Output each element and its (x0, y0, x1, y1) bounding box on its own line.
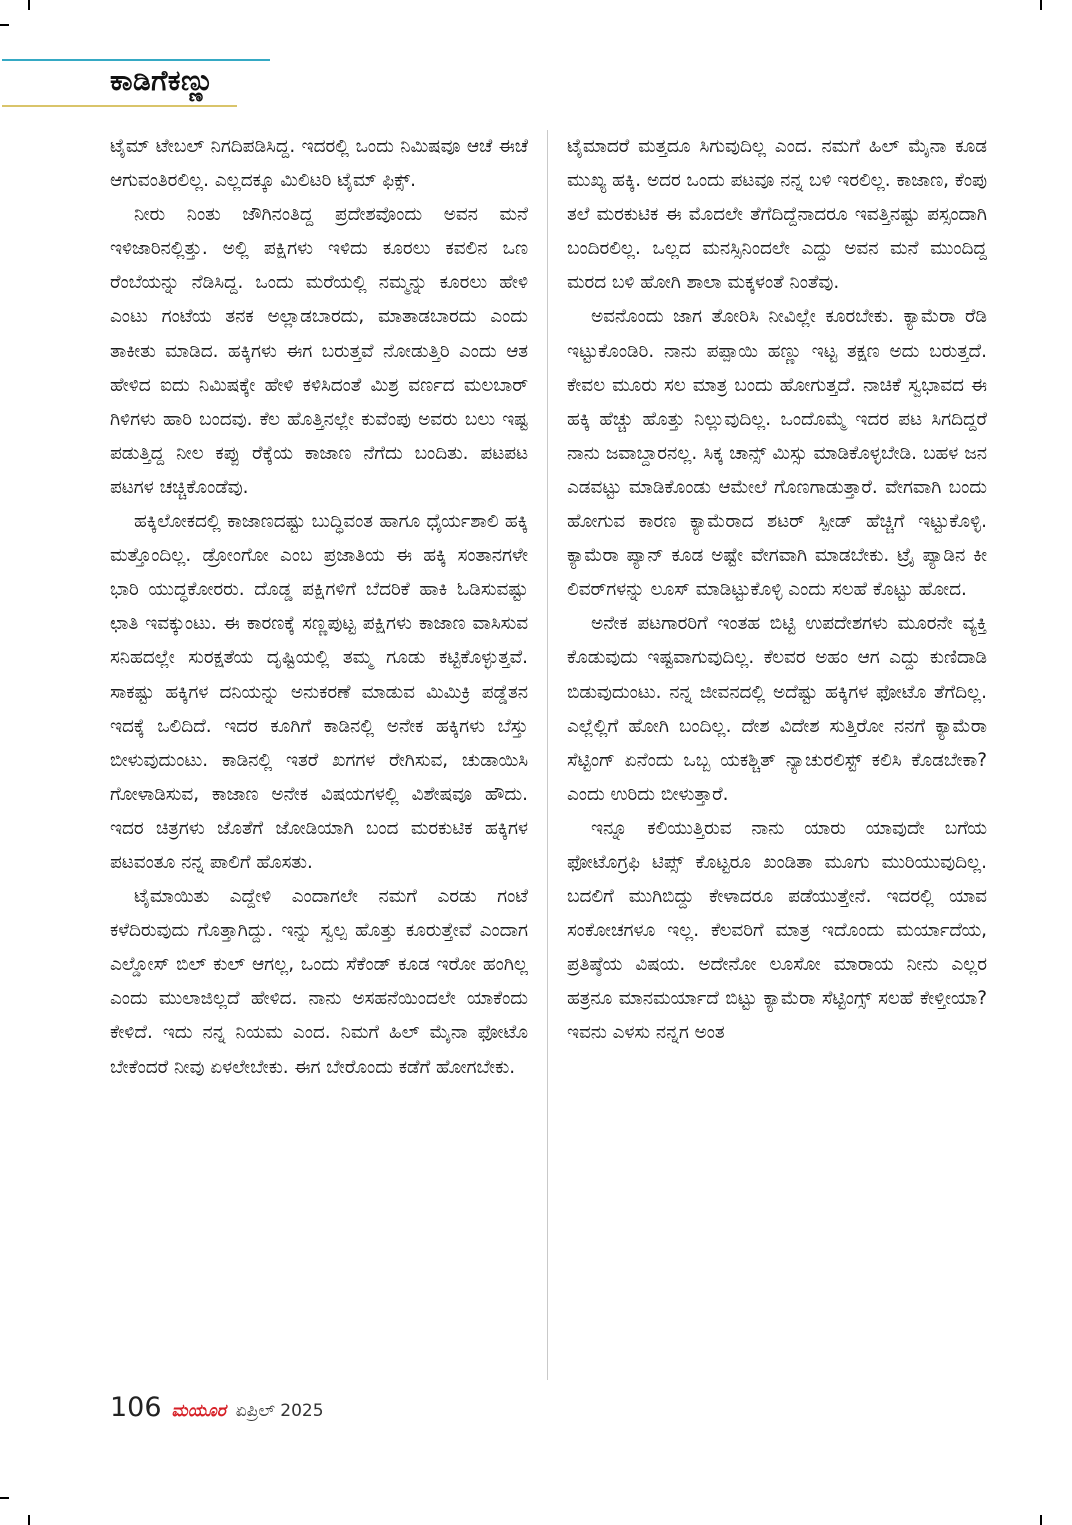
magazine-logo: ಮಯೂರ (171, 1401, 226, 1421)
crop-mark (1040, 0, 1042, 10)
paragraph: ಹಕ್ಕಿಲೋಕದಲ್ಲಿ ಕಾಜಾಣದಷ್ಟು ಬುದ್ಧಿವಂತ ಹಾಗೂ ಧೈರ್ಯಶಾಲಿ ಹಕ್ಕಿ ಮತ್ತೊಂದಿಲ್ಲ. ಡ್ರೋಂಗೋ ಎಂಬ ಪ್ರಜಾತಿಯ ಈ ಹಕ್ಕಿ ಸಂತಾನಗಳೇ ಭಾರಿ ಯುದ್ಧಕೋರರು. ದೊಡ್ಡ ಪಕ್ಷಿಗಳಿಗೆ ಬೆದರಿಕೆ ಹಾಕಿ ಓಡಿಸುವಷ್ಟು ಛಾತಿ ಇವಕ್ಕುಂಟು. ಈ ಕಾರಣಕ್ಕೆ ಸಣ್ಣಪುಟ್ಟ ಪಕ್ಷಿಗಳು ಕಾಜಾಣ ವಾಸಿಸುವ ಸನಿಹದಲ್ಲೇ ಸುರಕ್ಷತೆಯ ದೃಷ್ಟಿಯಲ್ಲಿ ತಮ್ಮ ಗೂಡು ಕಟ್ಟಿಕೊಳ್ಳುತ್ತವೆ. ಸಾಕಷ್ಟು ಹಕ್ಕಿಗಳ ದನಿಯನ್ನು ಅನುಕರಣೆ ಮಾಡುವ ಮಿಮಿಕ್ರಿ ಪಡ್ಡೆತನ ಇದಕ್ಕೆ ಒಲಿದಿದೆ. ಇದರ ಕೂಗಿಗೆ ಕಾಡಿನಲ್ಲಿ ಅನೇಕ ಹಕ್ಕಿಗಳು ಬೆಸ್ತು ಬೀಳುವುದುಂಟು. ಕಾಡಿನಲ್ಲಿ ಇತರೆ ಖಗಗಳ ರೇಗಿಸುವ, ಚುಡಾಯಿಸಿ ಗೋಳಾಡಿಸುವ, ಕಾಜಾಣ ಅನೇಕ ವಿಷಯಗಳಲ್ಲಿ ವಿಶೇಷವೂ ಹೌದು. ಇದರ ಚಿತ್ರಗಳು ಜೊತೆಗೆ ಜೋಡಿಯಾಗಿ ಬಂದ ಮರಕುಟಿಕ ಹಕ್ಕಿಗಳ ಪಟವಂತೂ ನನ್ನ ಪಾಲಿಗೆ ಹೊಸತು. (110, 511, 528, 873)
paragraph: ಅನೇಕ ಪಟಗಾರರಿಗೆ ಇಂತಹ ಬಿಟ್ಟಿ ಉಪದೇಶಗಳು ಮೂರನೇ ವ್ಯಕ್ತಿ ಕೊಡುವುದು ಇಷ್ಟವಾಗುವುದಿಲ್ಲ. ಕೆಲವರ ಅಹಂ ಆಗ ಎದ್ದು ಕುಣಿದಾಡಿ ಬಿಡುವುದುಂಟು. ನನ್ನ ಜೀವನದಲ್ಲಿ ಅದೆಷ್ಟು ಹಕ್ಕಿಗಳ ಫೋಟೊ ತೆಗೆದಿಲ್ಲ. ಎಲ್ಲೆಲ್ಲಿಗೆ ಹೋಗಿ ಬಂದಿಲ್ಲ. ದೇಶ ವಿದೇಶ ಸುತ್ತಿರೋ ನನಗೆ ಕ್ಯಾಮೆರಾ ಸೆಟ್ಟಿಂಗ್ ಏನೆಂದು ಒಬ್ಬ ಯಕಶ್ಚಿತ್ ನ್ಯಾಚುರಲಿಸ್ಟ್ ಕಲಿಸಿ ಕೊಡಬೇಕಾ? ಎಂದು ಉರಿದು ಬೀಳುತ್ತಾರೆ. (567, 613, 987, 805)
header-rule-bottom (2, 105, 237, 107)
header-rule-top (2, 59, 270, 61)
article-column-right (567, 130, 987, 1380)
issue-date: ಏಪ್ರಿಲ್ 2025 (235, 1401, 324, 1421)
crop-mark (0, 24, 9, 26)
paragraph: ಅವನೊಂದು ಜಾಗ ತೋರಿಸಿ ನೀವಿಲ್ಲೇ ಕೂರಬೇಕು. ಕ್ಯಾಮೆರಾ ರೆಡಿ ಇಟ್ಟುಕೊಂಡಿರಿ. ನಾನು ಪಪ್ಪಾಯಿ ಹಣ್ಣು ಇಟ್ಟ ತಕ್ಷಣ ಅದು ಬರುತ್ತದೆ. ಕೇವಲ ಮೂರು ಸಲ ಮಾತ್ರ ಬಂದು ಹೋಗುತ್ತದೆ. ನಾಚಿಕೆ ಸ್ವಭಾವದ ಈ ಹಕ್ಕಿ ಹೆಚ್ಚು ಹೊತ್ತು ನಿಲ್ಲುವುದಿಲ್ಲ. ಒಂದೊಮ್ಮೆ ಇದರ ಪಟ ಸಿಗದಿದ್ದರೆ ನಾನು ಜವಾಬ್ದಾರನಲ್ಲ. ಸಿಕ್ಕ ಚಾನ್ಸ್ ಮಿಸ್ಸು ಮಾಡಿಕೊಳ್ಳಬೇಡಿ. ಬಹಳ ಜನ ಎಡವಟ್ಟು ಮಾಡಿಕೊಂಡು ಆಮೇಲೆ ಗೊಣಗಾಡುತ್ತಾರೆ. ವೇಗವಾಗಿ ಬಂದು ಹೋಗುವ ಕಾರಣ ಕ್ಯಾಮೆರಾದ ಶಟರ್ ಸ್ಪೀಡ್ ಹೆಚ್ಚಿಗೆ ಇಟ್ಟುಕೊಳ್ಳಿ. ಕ್ಯಾಮೆರಾ ಪ್ಯಾನ್ ಕೂಡ ಅಷ್ಟೇ ವೇಗವಾಗಿ ಮಾಡಬೇಕು. ಟ್ರೈ ಪ್ಯಾಡಿನ ಕೀ ಲಿವರ್‌ಗಳನ್ನು ಲೂಸ್ ಮಾಡಿಟ್ಟುಕೊಳ್ಳಿ ಎಂದು ಸಲಹೆ ಕೊಟ್ಟು ಹೋದ. (567, 306, 987, 601)
paragraph: ಇನ್ನೂ ಕಲಿಯುತ್ತಿರುವ ನಾನು ಯಾರು ಯಾವುದೇ ಬಗೆಯ ಫೋಟೊಗ್ರಫಿ ಟಿಪ್ಸ್ ಕೊಟ್ಟರೂ ಖಂಡಿತಾ ಮೂಗು ಮುರಿಯುವುದಿಲ್ಲ. ಬದಲಿಗೆ ಮುಗಿಬಿದ್ದು ಕೇಳಾದರೂ ಪಡೆಯುತ್ತೇನೆ. ಇದರಲ್ಲಿ ಯಾವ ಸಂಕೋಚಗಳೂ ಇಲ್ಲ. ಕೆಲವರಿಗೆ ಮಾತ್ರ ಇದೊಂದು ಮರ್ಯಾದೆಯ, ಪ್ರತಿಷ್ಠೆಯ ವಿಷಯ. ಅದೇನೋ ಲೂಸೋ ಮಾರಾಯ ನೀನು ಎಲ್ಲರ ಹತ್ರನೂ ಮಾನಮರ್ಯಾದೆ ಬಿಟ್ಟು ಕ್ಯಾಮೆರಾ ಸೆಟ್ಟಿಂಗ್ಸ್ ಸಲಹೆ ಕೇಳ್ತೀಯಾ? ಇವನು ಎಳಸು ನನ್ನಗ ಅಂತ (567, 817, 987, 1044)
paragraph: ಟೈಮಾದರೆ ಮತ್ತದೂ ಸಿಗುವುದಿಲ್ಲ ಎಂದ. ನಮಗೆ ಹಿಲ್ ಮೈನಾ ಕೂಡ ಮುಖ್ಯ ಹಕ್ಕಿ. ಅದರ ಒಂದು ಪಟವೂ ನನ್ನ ಬಳಿ ಇರಲಿಲ್ಲ. ಕಾಜಾಣ, ಕೆಂಪು ತಲೆ ಮರಕುಟಿಕ ಈ ಮೊದಲೇ ತೆಗೆದಿದ್ದೆನಾದರೂ ಇವತ್ತಿನಷ್ಟು ಪಸ್ಸಂದಾಗಿ ಬಂದಿರಲಿಲ್ಲ. ಒಲ್ಲದ ಮನಸ್ಸಿನಿಂದಲೇ ಎದ್ದು ಅವನ ಮನೆ ಮುಂದಿದ್ದ ಮರದ ಬಳಿ ಹೋಗಿ ಶಾಲಾ ಮಕ್ಕಳಂತೆ ನಿಂತೆವು. (567, 136, 987, 294)
page-footer (110, 1392, 324, 1432)
crop-mark (0, 1497, 9, 1499)
column-divider (547, 130, 548, 1380)
article-column-left (110, 130, 528, 1380)
page-number: 106 (110, 1392, 162, 1423)
paragraph: ಟೈಮ್ ಟೇಬಲ್ ನಿಗದಿಪಡಿಸಿದ್ದ. ಇದರಲ್ಲಿ ಒಂದು ನಿಮಿಷವೂ ಆಚೆ ಈಚೆ ಆಗುವಂತಿರಲಿಲ್ಲ. ಎಲ್ಲದಕ್ಕೂ ಮಿಲಿಟರಿ ಟೈಮ್ ಫಿಕ್ಸ್. (110, 136, 528, 192)
crop-mark (1040, 1515, 1042, 1525)
section-title: ಕಾಡಿಗೆಕಣ್ಣು (110, 64, 215, 97)
paragraph: ನೀರು ನಿಂತು ಜೌಗಿನಂತಿದ್ದ ಪ್ರದೇಶವೊಂದು ಅವನ ಮನೆ ಇಳಿಜಾರಿನಲ್ಲಿತ್ತು. ಅಲ್ಲಿ ಪಕ್ಷಿಗಳು ಇಳಿದು ಕೂರಲು ಕವಲಿನ ಒಣ ರೆಂಬೆಯನ್ನು ನೆಡಿಸಿದ್ದ. ಒಂದು ಮರೆಯಲ್ಲಿ ನಮ್ಮನ್ನು ಕೂರಲು ಹೇಳಿ ಎಂಟು ಗಂಟೆಯ ತನಕ ಅಲ್ಲಾಡಬಾರದು, ಮಾತಾಡಬಾರದು ಎಂದು ತಾಕೀತು ಮಾಡಿದ. ಹಕ್ಕಿಗಳು ಈಗ ಬರುತ್ತವೆ ನೋಡುತ್ತಿರಿ ಎಂದು ಆತ ಹೇಳಿದ ಐದು ನಿಮಿಷಕ್ಕೇ ಹೇಳಿ ಕಳಿಸಿದಂತೆ ಮಿಶ್ರ ವರ್ಣದ ಮಲಬಾರ್ ಗಿಳಿಗಳು ಹಾರಿ ಬಂದವು. ಕೆಲ ಹೊತ್ತಿನಲ್ಲೇ ಕುವೆಂಪು ಅವರು ಬಲು ಇಷ್ಟ ಪಡುತ್ತಿದ್ದ ನೀಲ ಕಪ್ಪು ರೆಕ್ಕೆಯ ಕಾಜಾಣ ನೆಗೆದು ಬಂದಿತು. ಪಟಪಟ ಪಟಗಳ ಚಚ್ಚಿಕೊಂಡೆವು. (110, 204, 528, 498)
crop-mark (28, 1515, 30, 1525)
crop-mark (28, 0, 30, 10)
paragraph: ಟೈಮಾಯಿತು ಎದ್ದೇಳಿ ಎಂದಾಗಲೇ ನಮಗೆ ಎರಡು ಗಂಟೆ ಕಳೆದಿರುವುದು ಗೊತ್ತಾಗಿದ್ದು. ಇನ್ನು ಸ್ವಲ್ಪ ಹೊತ್ತು ಕೂರುತ್ತೇವೆ ಎಂದಾಗ ಎಲ್ಡೋಸ್ ಬಿಲ್ ಕುಲ್ ಆಗಲ್ಲ, ಒಂದು ಸೆಕೆಂಡ್ ಕೂಡ ಇರೋ ಹಂಗಿಲ್ಲ ಎಂದು ಮುಲಾಜಿಲ್ಲದೆ ಹೇಳಿದ. ನಾನು ಅಸಹನೆಯಿಂದಲೇ ಯಾಕೆಂದು ಕೇಳಿದೆ. ಇದು ನನ್ನ ನಿಯಮ ಎಂದ. ನಿಮಗೆ ಹಿಲ್ ಮೈನಾ ಫೋಟೊ ಬೇಕೆಂದರೆ ನೀವು ಏಳಲೇಬೇಕು. ಈಗ ಬೇರೊಂದು ಕಡೆಗೆ ಹೋಗಬೇಕು. (110, 886, 528, 1078)
